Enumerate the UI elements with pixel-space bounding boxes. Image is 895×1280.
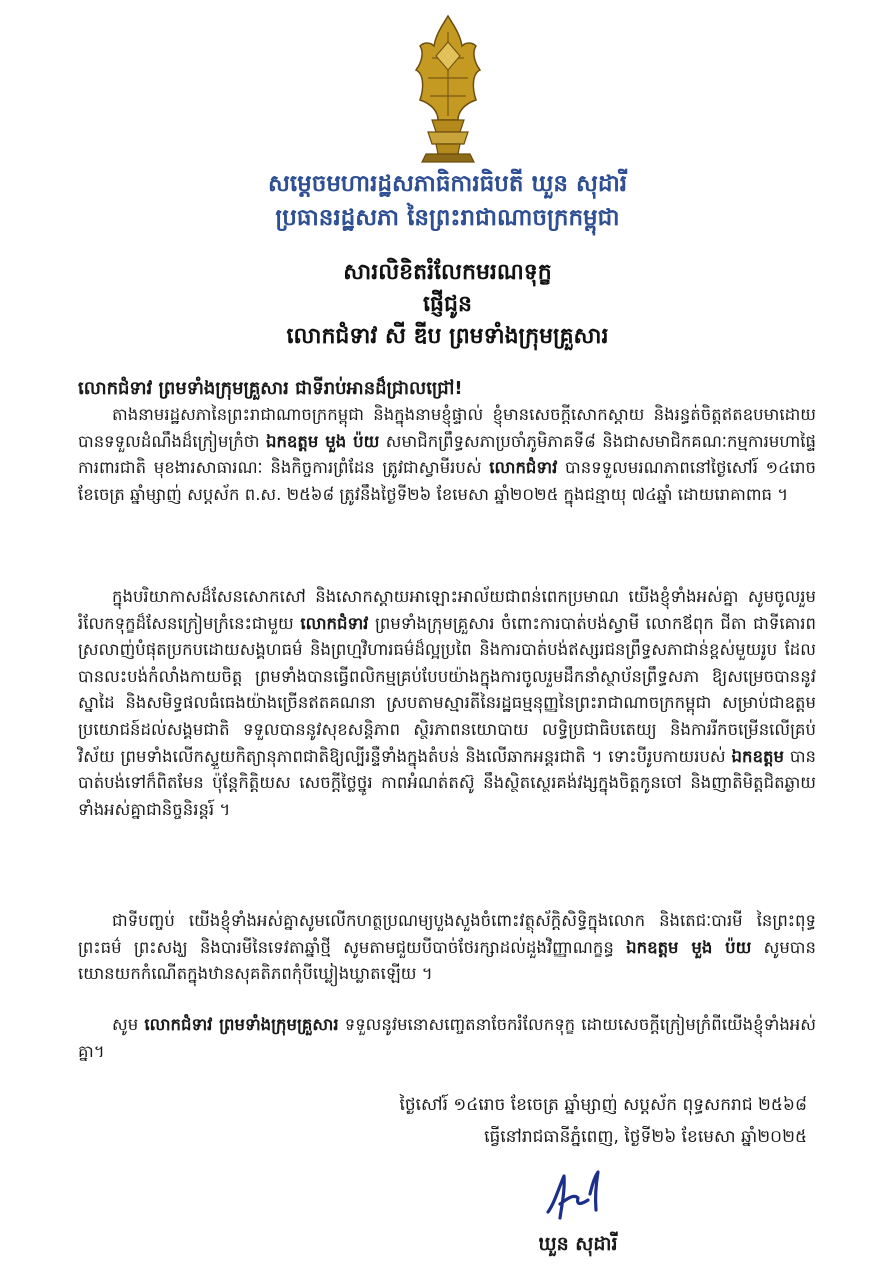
- paragraph-4: សូម លោកជំទាវ ព្រមទាំងក្រុមគ្រួសារ ទទួលនូវមនោសញ្ចេតនាចែករំលែកទុក្ខ ដោយសេចក្តីក្រៀមក្រំពីយើងខ្ញុំទាំងអស់គ្នា។: [78, 1015, 816, 1061]
- closing-place-date: ធ្វើនៅរាជធានីភ្នំពេញ, ថ្ងៃទី២៦ ខែមេសា ឆ្នាំ២០២៥: [484, 1127, 807, 1147]
- signer-name: ឃួន សុដារី: [538, 1233, 618, 1255]
- signature-icon: [538, 1164, 618, 1226]
- paragraph-3: ជាទីបញ្ចប់ យើងខ្ញុំទាំងអស់គ្នាសូមលើកហត្ថប្រណម្យបួងសួងចំពោះវត្ថុស័ក្តិសិទ្ធិក្នុងលោក និងតេជៈបារមី នៃព្រះពុទ្ធ ព្រះធម៌ ព្រះសង្ឃ និងបារមីនៃទេវតាឆ្នាំថ្មី សូមតាមជួយបីបាច់ថែរក្សាដល់ដួងវិញ្ញាណក្ខន្ធ ឯកឧត្តម មួង ប៉យ សូមបានយោនយកកំណើតក្នុងឋានសុគតិភពកុំបីឃ្លៀងឃ្លាតឡើយ ។: [78, 911, 816, 984]
- letter-recipient: លោកជំទាវ សី ឌីប ព្រមទាំងក្រុមគ្រួសារ: [286, 324, 609, 349]
- closing-date-lunar: ថ្ងៃសៅរ៍ ១៤រោច ខែចេត្រ ឆ្នាំម្សាញ់ សប្តស័ក ពុទ្ធសករាជ ២៥៦៨: [399, 1095, 807, 1115]
- royal-emblem-icon: [402, 12, 494, 164]
- header-name-line: សម្តេចមហារដ្ឋសភាធិការធិបតី ឃួន សុដារី: [267, 171, 628, 197]
- letter-addressed-label: ផ្ញើជូន: [423, 292, 472, 317]
- salutation: លោកជំទាវ ព្រមទាំងក្រុមគ្រួសារ ជាទីរាប់អានដ៏ជ្រាលជ្រៅ!: [78, 378, 463, 399]
- paragraph-2: ក្នុងបរិយាកាសដ៏សែនសោកសៅ និងសោកស្តាយអាឡោះអាល័យជាពន់ពេកប្រមាណ យើងខ្ញុំទាំងអស់គ្នា សូមចូលរួមរំលែកទុក្ខដ៏សែនក្រៀមក្រំនេះជាមួយ លោកជំទាវ ព្រមទាំងក្រុមគ្រួសារ ចំពោះការបាត់បង់ស្វាមី លោកឪពុក ជីតា ជាទីគោរពស្រលាញ់បំផុតប្រកបដោយសង្គហធម៌ និងព្រហ្មវិហារធម៌ដ៏ល្អប្រពៃ និងការបាត់បង់ឥស្សរជនព្រឹទ្ធសភាជាន់ខ្ពស់មួយរូប ដែលបានលះបង់កំលាំងកាយចិត្ត ព្រមទាំងបានធ្វើពលិកម្មគ្រប់បែបយ៉ាងក្នុងការចូលរួមដឹកនាំស្ថាប័នព្រឹទ្ធសភា ឱ្យសម្រេចបាននូវស្នាដៃ និងសមិទ្ធផលធំធេងយ៉ាងច្រើនឥតគណនា ស្របតាមស្មារតីនៃរដ្ឋធម្មនុញ្ញនៃព្រះរាជាណាចក្រកម្ពុជា សម្រាប់ជាឧត្តមប្រយោជន៍ដល់សង្គមជាតិ ទទួលបាននូវសុខសន្តិភាព ស្ថិរភាពនយោបាយ លទ្ធិប្រជាធិបតេយ្យ និងការរីកចម្រើនលើគ្រប់វិស័យ ព្រមទាំងលើកស្ទួយកិត្យានុភាពជាតិឱ្យល្បីរន្ទឺទាំងក្នុងតំបន់ និងលើឆាកអន្តរជាតិ ។ ទោះបីរូបកាយរបស់ ឯកឧត្តម បានបាត់បង់ទៅក៏ពិតមែន ប៉ុន្តែកិត្តិយស សេចក្តីថ្លៃថ្នូរ កាពអំណត់តស៊ូ នឹងស្ថិតស្ថេរគង់វង្សក្នុងចិត្តកូនចៅ និងញាតិមិត្តជិតឆ្ងាយទាំងអស់គ្នាជានិច្ចនិរន្តរ៍ ។: [78, 587, 816, 819]
- paragraph-1: តាងនាមរដ្ឋសភានៃព្រះរាជាណាចក្រកម្ពុជា និងក្នុងនាមខ្ញុំផ្ទាល់ ខ្ញុំមានសេចក្តីសោកស្តាយ និងរន្ធត់ចិត្តឥតឧបមាដោយបានទទួលដំណឹងដ៏ក្រៀមក្រំថា ឯកឧត្តម មួង ប៉យ សមាជិកព្រឹទ្ធសភាប្រចាំភូមិភាគទី៨ និងជាសមាជិកគណៈកម្មការមហាផ្ទៃ ការពារជាតិ មុខងារសាធារណៈ និងកិច្ចការព្រំដែន ត្រូវជាស្វាមីរបស់ លោកជំទាវ បានទទួលមរណភាពនៅថ្ងៃសៅរ៍ ១៤រោច ខែចេត្រ ឆ្នាំម្សាញ់ សប្តស័ក ព.ស. ២៥៦៨ ត្រូវនឹងថ្ងៃទី២៦ ខែមេសា ឆ្នាំ២០២៥ ក្នុងជន្មាយុ ៧៤ឆ្នាំ ដោយរោគាពាធ ។: [78, 405, 816, 504]
- header-position-line: ប្រធានរដ្ឋសភា នៃព្រះរាជាណាចក្រកម្ពុជា: [275, 205, 620, 231]
- letter-title: សារលិខិតរំលែកមរណទុក្ខ: [343, 260, 552, 285]
